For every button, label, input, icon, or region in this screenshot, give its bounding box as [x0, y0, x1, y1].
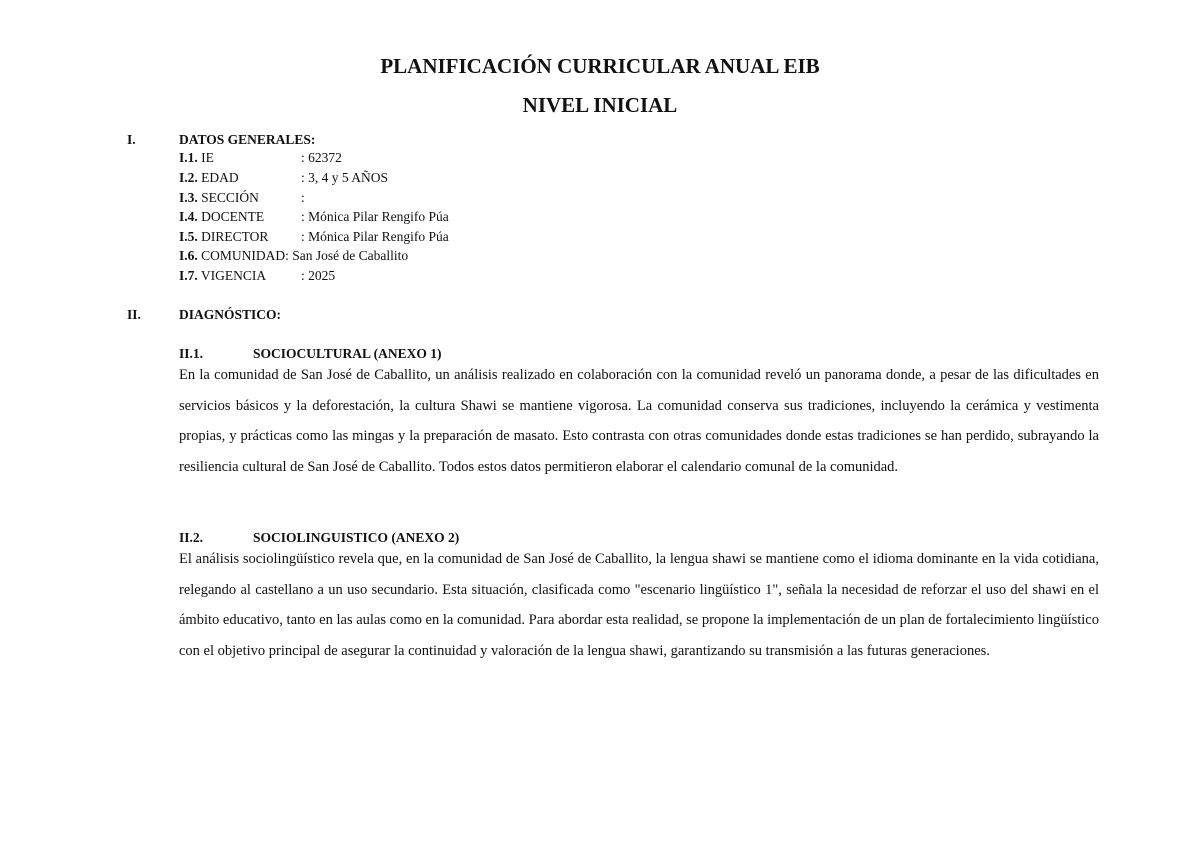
field-label: DIRECTOR	[201, 229, 269, 244]
section-number: II.	[127, 307, 141, 322]
field-row-ie	[179, 148, 342, 168]
field-number: I.5.	[179, 229, 198, 244]
document-title: PLANIFICACIÓN CURRICULAR ANUAL EIB	[380, 54, 820, 78]
field-label: DOCENTE	[201, 209, 265, 224]
sociolinguistico-paragraph: El análisis sociolingüístico revela que, en la comunidad de San José de Caballito, la lengua shawi se mantiene como el idioma dominante en la vida cotidiana, relegando al castellano a un uso secundario. Esta situación, clasificada como "escenario lingüístico 1", señala la necesidad de reforzar el uso del shawi en el ámbito educativo, tanto en las aulas como en la comunidad. Para abordar esta realidad, se propone la implementación de un plan de fortalecimiento lingüístico con el objetivo principal de asegurar la continuidad y valoración de la lengua shawi, garantizando su transmisión a las futuras generaciones.	[179, 551, 1099, 659]
field-row-director	[179, 227, 449, 247]
field-number: I.6.	[179, 248, 198, 263]
field-row-seccion	[179, 188, 305, 208]
section-diagnostico	[0, 307, 1200, 325]
field-row-comunidad	[179, 246, 408, 266]
field-value: : San José de Caballito	[285, 248, 409, 263]
subsection-title: SOCIOCULTURAL (ANEXO 1)	[253, 346, 442, 361]
field-number: I.3.	[179, 190, 198, 205]
field-value: : Mónica Pilar Rengifo Púa	[301, 229, 449, 244]
field-number: I.1.	[179, 150, 198, 165]
field-value: : 2025	[301, 268, 336, 283]
field-row-vigencia	[179, 266, 335, 286]
section-heading: DATOS GENERALES:	[179, 132, 316, 147]
field-value: : 3, 4 y 5 AÑOS	[301, 170, 389, 185]
subsection-number: II.1.	[179, 346, 204, 361]
subsection-number: II.2.	[179, 530, 204, 545]
field-label: SECCIÓN	[201, 190, 259, 205]
field-number: I.7.	[179, 268, 198, 283]
field-value: : Mónica Pilar Rengifo Púa	[301, 209, 449, 224]
field-label: IE	[201, 150, 214, 165]
field-label: COMUNIDAD	[201, 248, 286, 263]
field-value: : 62372	[301, 150, 342, 165]
section-number: I.	[127, 132, 136, 147]
field-row-docente	[179, 207, 449, 227]
document-subtitle: NIVEL INICIAL	[522, 93, 678, 117]
subsection-title: SOCIOLINGUISTICO (ANEXO 2)	[253, 530, 460, 545]
section-heading: DIAGNÓSTICO:	[179, 307, 282, 322]
field-number: I.2.	[179, 170, 198, 185]
field-label: EDAD	[201, 170, 239, 185]
field-number: I.4.	[179, 209, 198, 224]
field-value: :	[301, 190, 305, 205]
field-label: VIGENCIA	[200, 268, 267, 283]
field-row-edad	[179, 168, 388, 188]
sociocultural-paragraph: En la comunidad de San José de Caballito, un análisis realizado en colaboración con la comunidad reveló un panorama donde, a pesar de las dificultades en servicios básicos y la deforestación, la cultura Shawi se mantiene vigorosa. La comunidad conserva sus tradiciones, incluyendo la cerámica y vestimenta propias, y prácticas como las mingas y la preparación de masato. Esto contrasta con otras comunidades donde estas tradiciones se han perdido, subrayando la resiliencia cultural de San José de Caballito. Todos estos datos permitieron elaborar el calendario comunal de la comunidad.	[179, 367, 1099, 475]
